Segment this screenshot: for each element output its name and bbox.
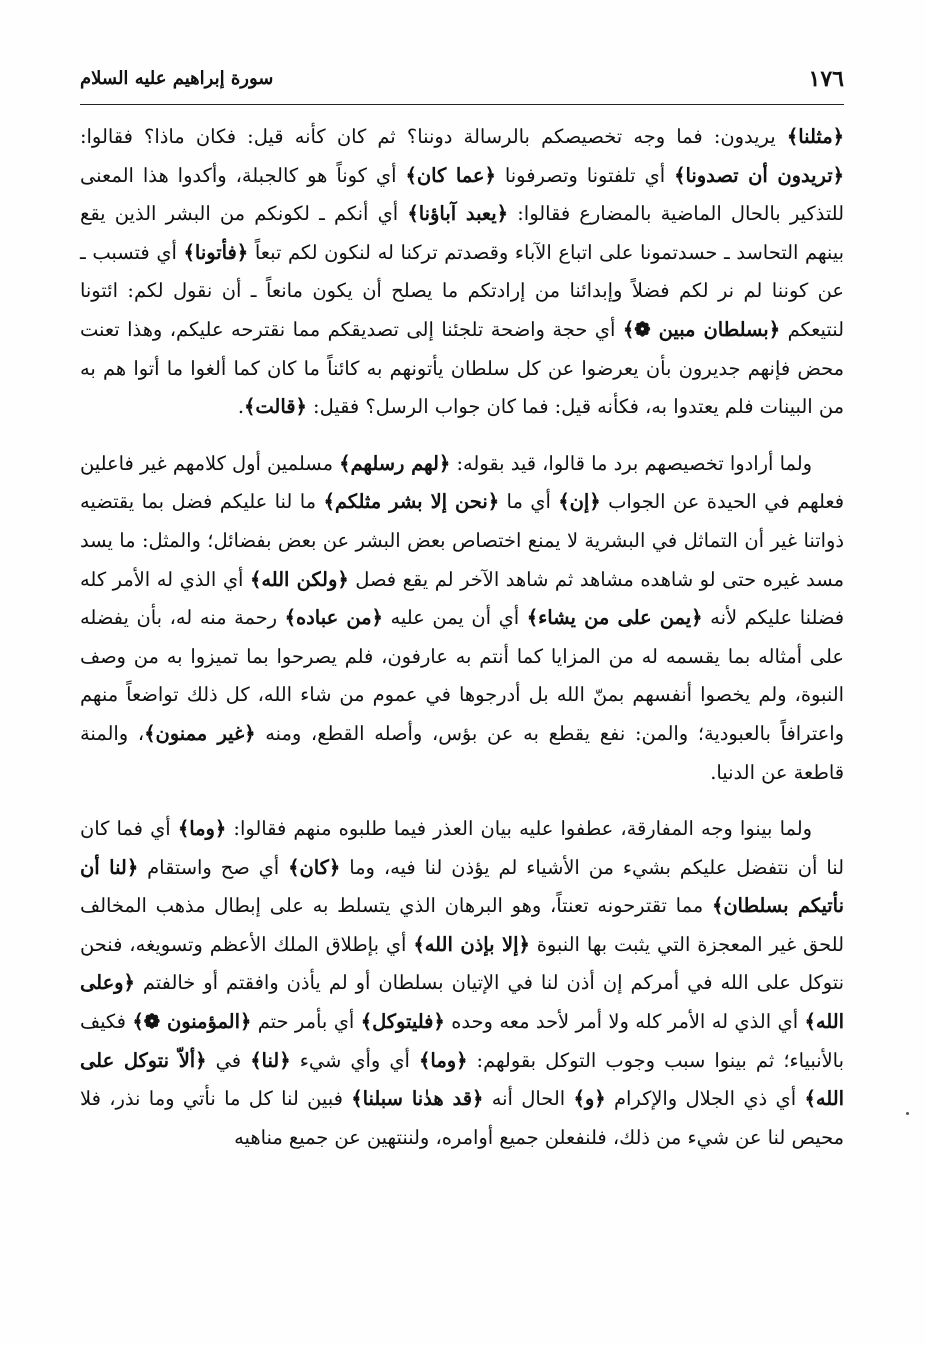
quran-quote: ﴿يعبد آباؤنا﴾	[407, 202, 509, 226]
paragraph-1	[80, 118, 844, 427]
body-text	[80, 118, 844, 1157]
quran-quote: ﴿المؤمنون ❁﴾	[132, 1010, 252, 1034]
quran-quote: ﴿فليتوكل﴾	[360, 1010, 445, 1034]
commentary-text: أي فتسبب ـ عن كوننا لم نر لكم فضلاً وإبدائنا من إرادتكم ما يصلح أن يكون مانعاً ـ أن نقول لكم: ائتونا لنتيعكم	[80, 240, 844, 341]
commentary-text: أي تلفتونا وتصرفونا	[495, 163, 675, 187]
quran-quote: ﴿نحن إلا بشر مثلكم﴾	[323, 490, 500, 514]
header-divider	[80, 104, 844, 105]
commentary-text: أي ما	[499, 490, 559, 514]
quran-quote: ﴿ألاّ نتوكل على الله﴾	[80, 1048, 844, 1111]
quran-quote: ﴿لنا أن نأتيكم بسلطان﴾	[80, 855, 844, 918]
quran-quote: ﴿يمن على من يشاء﴾	[526, 606, 703, 630]
quran-quote: ﴿قالت﴾	[244, 395, 307, 419]
commentary-text: ما لنا عليكم فضل بما يقتضيه ذواتنا غير أن التماثل في البشرية لا يمنع اختصاص بعض البشر عن بعض بفضائل؛ والمثل: ما يسد مسد غيره حتى لو شاهده مشاهد ثم شاهد الآخر لم يقع فصل	[80, 490, 844, 591]
commentary-text: رحمة منه له، بأن يفضله على أمثاله بما يقسمه له من المزايا كما أنتم به عارفون، فلم يصرحوا بما تميزوا به من وصف النبوة، ولم يخصوا أنفسهم بمنّ الله بل أدرجوها في عموم من شاء الله، كل ذلك تواضعاً منهم واعترافاً بالعبودية؛ والمن: نفع يقطع به عن بؤس، وأصله القطع، ومنه	[80, 606, 844, 745]
quran-quote: ﴿وعلى الله﴾	[80, 971, 844, 1034]
quran-quote: ﴿فأتونا﴾	[183, 240, 249, 264]
running-header	[80, 64, 844, 100]
commentary-text: يريدون: فما وجه تخصيصكم بالرسالة دوننا؟ ثم كان كأنه قيل: فكان ماذا؟ فقالوا:	[80, 125, 787, 148]
quran-quote: ﴿و﴾	[573, 1087, 606, 1111]
commentary-text: الحال أنه	[483, 1087, 574, 1111]
paragraph-2	[80, 445, 844, 792]
commentary-text: أي الذي له الأمر كله ولا أمر لأحد معه وحده	[444, 1010, 805, 1034]
quran-quote: ﴿تريدون أن تصدونا﴾	[674, 163, 845, 187]
commentary-text: أي حجة واضحة تلجئنا إلى تصديقكم مما نقترحه عليكم، وهذا تعنت محض فإنهم جديرون بأن يعرضوا عن كل سلطان يأتونهم به كائناً ما كان كما ألغوا ما أتوا هم به من البينات فلم يعتدوا به، فكأنه قيل: فما كان جواب الرسل؟ فقيل:	[80, 317, 844, 419]
quran-quote: ﴿من عباده﴾	[284, 606, 383, 630]
quran-quote: ﴿غير ممنون﴾	[144, 721, 256, 745]
commentary-text: مما تقترحونه تعنتاً، وهو البرهان الذي يتسلط به على إبطال مذهب المخالف للحق غير المعجزة التي يثبت بها النبوة	[80, 894, 845, 956]
quran-quote: ﴿إن﴾	[558, 490, 601, 514]
commentary-text: فبين لنا كل ما نأتي وما نذر، فلا محيص لنا عن شيء من ذلك، فلنفعلن جميع أوامره، ولننتهين عن جميع مناهيه	[80, 1087, 844, 1149]
commentary-text: أي الذي له الأمر كله فضلنا عليكم لأنه	[80, 567, 844, 630]
surah-title: سورة إبراهيم عليه السلام	[80, 68, 274, 89]
commentary-text: .	[237, 395, 245, 419]
commentary-text: أي وأي شيء	[290, 1048, 420, 1072]
quran-quote: ﴿عما كان﴾	[405, 163, 496, 187]
quran-quote: ﴿وما﴾	[177, 817, 227, 841]
quran-quote: ﴿كان﴾	[288, 855, 341, 879]
quran-quote: ﴿وما﴾	[419, 1048, 468, 1072]
commentary-text: ولما أرادوا تخصيصهم برد ما قالوا، قيد بقوله:	[450, 451, 812, 475]
commentary-text: أي كوناً هو كالجبلة، وأكدوا هذا المعنى للتذكير بالحال الماضية بالمضارع فقالوا:	[80, 163, 844, 226]
scan-speck	[906, 1112, 909, 1115]
quran-quote: ﴿لنا﴾	[250, 1048, 291, 1072]
quran-quote: ﴿لهم رسلهم﴾	[339, 451, 451, 475]
commentary-text: مسلمين أول كلامهم غير فاعلين فعلهم في الحيدة عن الجواب	[80, 451, 844, 514]
commentary-text: فكيف بالأنبياء؛ ثم بينوا سبب وجوب التوكل بقولهم:	[80, 1010, 844, 1072]
commentary-text: أي بأمر حتم	[251, 1010, 361, 1034]
commentary-text: أي أن يمن عليه	[382, 606, 527, 630]
page-number: ١٧٦	[808, 66, 844, 92]
quran-quote: ﴿مثلنا﴾	[786, 125, 844, 148]
commentary-text: ولما بينوا وجه المفارقة، عطفوا عليه بيان العذر فيما طلبوه منهم فقالوا:	[226, 817, 812, 841]
quran-quote: ﴿بسلطان مبين ❁﴾	[622, 317, 781, 341]
commentary-text: أي ذي الجلال والإكرام	[605, 1087, 805, 1111]
commentary-text: ، والمنة قاطعة عن الدنيا.	[80, 721, 844, 784]
paragraph-3	[80, 810, 844, 1157]
commentary-text: أي أنكم ـ لكونكم من البشر الذين يقع بينهم التحاسد ـ حسدتمونا على اتباع الآباء وقصدتم تركنا له لنكون لكم تبعاً	[80, 202, 844, 264]
quran-quote: ﴿قد هدٰنا سبلنا﴾	[351, 1087, 484, 1111]
quran-quote: ﴿إلا بإذن الله﴾	[413, 932, 530, 956]
commentary-text: في	[206, 1048, 251, 1072]
commentary-text: أي صح واستقام	[138, 855, 289, 879]
quran-quote: ﴿ولكن الله﴾	[249, 567, 349, 591]
commentary-text: أي بإطلاق الملك الأعظم وتسويغه، فنحن نتوكل على الله في أمركم إن أذن لنا في الإتيان بسلطان أو لم يأذن وافقتم أو خالفتم	[80, 932, 844, 995]
commentary-text: أي فما كان لنا أن نتفضل عليكم بشيء من الأشياء لم يؤذن لنا فيه، وما	[80, 817, 844, 879]
